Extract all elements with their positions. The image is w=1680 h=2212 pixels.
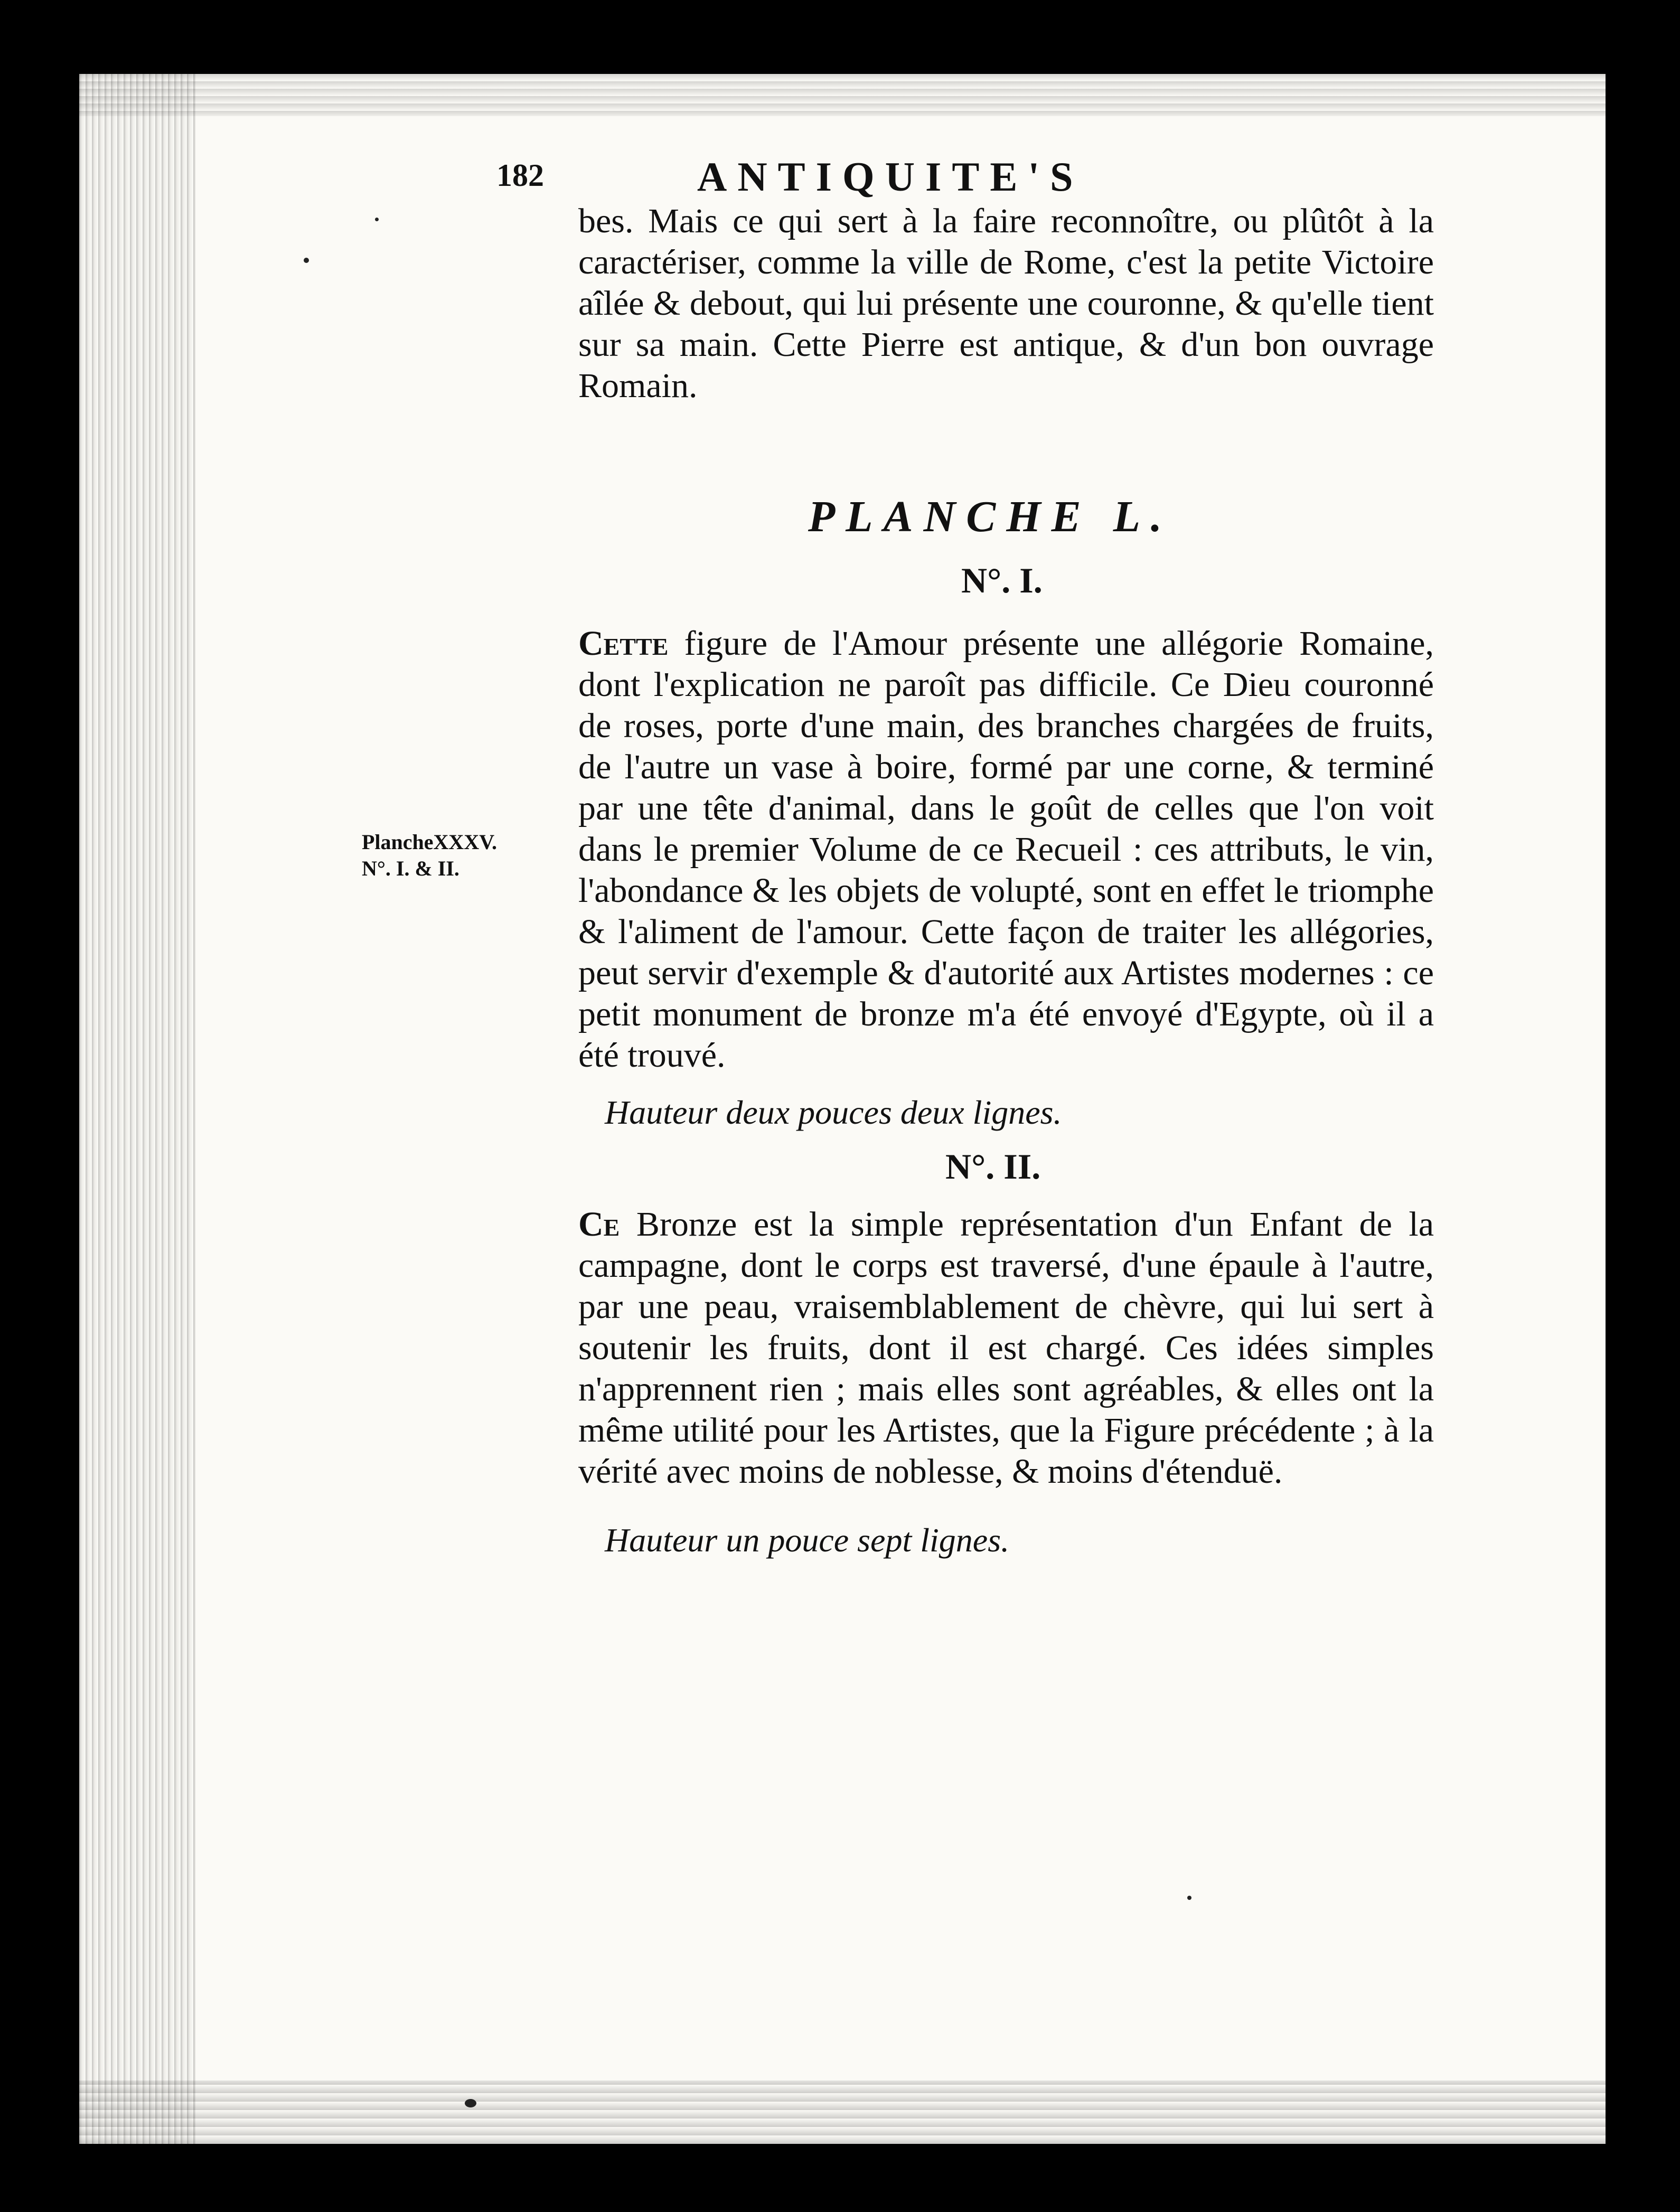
margin-note	[362, 829, 497, 882]
page-bottom-edge-shadow	[79, 2081, 1606, 2144]
page-top-edge-shadow	[79, 74, 1606, 116]
section-2-dimension: Hauteur un pouce sept lignes.	[605, 1521, 1010, 1559]
margin-note-plate: PlancheXXXV.	[362, 830, 497, 854]
section-1-lead-word: Cette	[578, 624, 669, 663]
section-number-1: N°. I.	[961, 560, 1043, 600]
page-left-edge-shadow	[79, 74, 195, 2144]
running-title: ANTIQUITE'S	[697, 154, 1084, 200]
page-number: 182	[496, 158, 544, 193]
section-1-paragraph	[578, 623, 1434, 1076]
section-2-lead-word: Ce	[578, 1205, 620, 1244]
ink-speck	[304, 258, 309, 263]
ink-speck	[1187, 1896, 1191, 1900]
section-1-text: figure de l'Amour présente une allégorie Romaine, dont l'explication ne paroît pas difficile. Ce Dieu couronné de roses, porte d'une main, des branches chargées de fruits, de l'autre un vase à boire, formé par une corne, & terminé par une tête d'animal, dans le goût de celles que l'on voit dans le premier Volume de ce Recueil : ces attributs, le vin, l'abondance & les objets de volupté, sont en effet le triomphe & l'aliment de l'amour. Cette façon de traiter les allégories, peut servir d'exemple & d'autorité aux Artistes modernes : ce petit monument de bronze m'a été envoyé d'Egypte, où il a été trouvé.	[578, 624, 1434, 1075]
ink-blot	[465, 2099, 476, 2107]
section-2-text: Bronze est la simple représentation d'un Enfant de la campagne, dont le corps est traversé, d'une épaule à l'autre, par une peau, vraisemblablement de chèvre, qui lui sert à soutenir les fruits, dont il est chargé. Ces idées simples n'apprennent rien ; mais elles sont agréables, & elles ont la même utilité pour les Artistes, que la Figure précédente ; à la vérité avec moins de noblesse, & moins d'étenduë.	[578, 1205, 1434, 1491]
margin-note-numbers: N°. I. & II.	[362, 856, 459, 880]
section-2-paragraph	[578, 1204, 1434, 1492]
continuation-paragraph: bes. Mais ce qui sert à la faire reconnoître, ou plûtôt à la caractériser, comme la ville de Rome, c'est la petite Victoire aîlée & debout, qui lui présente une couronne, & qu'elle tient sur sa main. Cette Pierre est antique, & d'un bon ouvrage Romain.	[578, 202, 1434, 405]
ink-speck	[375, 218, 379, 221]
section-number-2: N°. II.	[945, 1146, 1041, 1187]
plate-title: PLANCHE L.	[808, 492, 1173, 541]
section-1-dimension: Hauteur deux pouces deux lignes.	[605, 1094, 1062, 1131]
